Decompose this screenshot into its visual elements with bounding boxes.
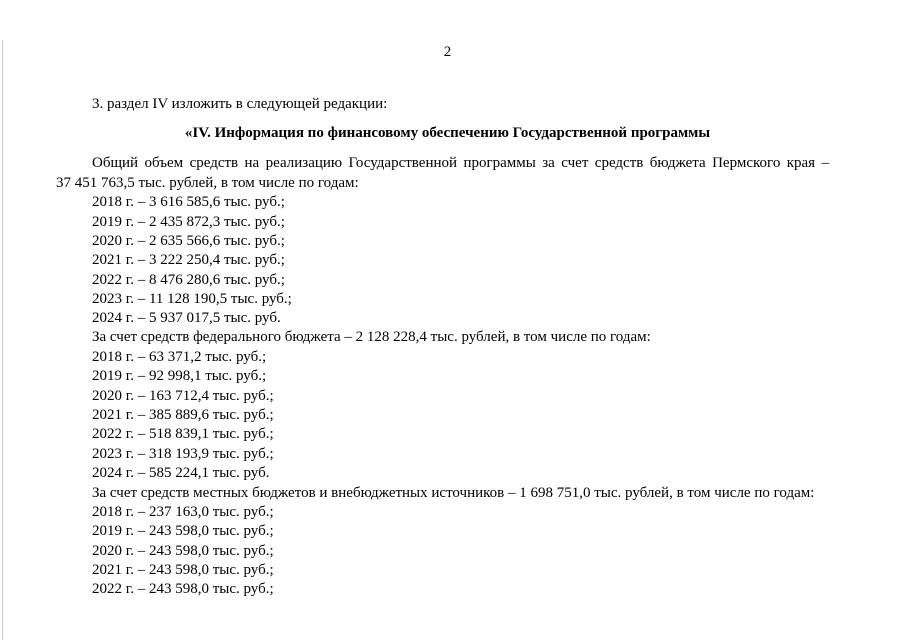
total-funding-line-1: Общий объем средств на реализацию Государственной программы за счет средств бюджета Пермского края – — [92, 155, 829, 171]
total-year-2023: 2023 г. – 11 128 190,5 тыс. руб.; — [92, 291, 292, 307]
local-funding-line: За счет средств местных бюджетов и внебюджетных источников – 1 698 751,0 тыс. рублей, в том числе по годам: — [92, 485, 815, 501]
federal-year-2023: 2023 г. – 318 193,9 тыс. руб.; — [92, 446, 274, 462]
local-year-2019: 2019 г. – 243 598,0 тыс. руб.; — [92, 523, 274, 539]
federal-year-2021: 2021 г. – 385 889,6 тыс. руб.; — [92, 407, 274, 423]
total-year-2022: 2022 г. – 8 476 280,6 тыс. руб.; — [92, 272, 285, 288]
local-year-2020: 2020 г. – 243 598,0 тыс. руб.; — [92, 543, 274, 559]
total-year-2021: 2021 г. – 3 222 250,4 тыс. руб.; — [92, 252, 285, 268]
page-number: 2 — [443, 44, 452, 60]
total-funding-line-2: 37 451 763,5 тыс. рублей, в том числе по годам: — [56, 175, 359, 191]
local-year-2022: 2022 г. – 243 598,0 тыс. руб.; — [92, 581, 274, 597]
federal-year-2024: 2024 г. – 585 224,1 тыс. руб. — [92, 465, 270, 481]
federal-funding-line: За счет средств федерального бюджета – 2 128 228,4 тыс. рублей, в том числе по годам: — [92, 329, 651, 345]
total-year-2024: 2024 г. – 5 937 017,5 тыс. руб. — [92, 310, 281, 326]
section-heading: «IV. Информация по финансовому обеспечению Государственной программы — [184, 125, 711, 141]
intro-line: 3. раздел IV изложить в следующей редакции: — [92, 96, 388, 112]
federal-year-2018: 2018 г. – 63 371,2 тыс. руб.; — [92, 349, 267, 365]
federal-year-2020: 2020 г. – 163 712,4 тыс. руб.; — [92, 388, 274, 404]
federal-year-2022: 2022 г. – 518 839,1 тыс. руб.; — [92, 426, 274, 442]
total-year-2020: 2020 г. – 2 635 566,6 тыс. руб.; — [92, 233, 285, 249]
local-year-2021: 2021 г. – 243 598,0 тыс. руб.; — [92, 562, 274, 578]
total-year-2018: 2018 г. – 3 616 585,6 тыс. руб.; — [92, 194, 285, 210]
total-year-2019: 2019 г. – 2 435 872,3 тыс. руб.; — [92, 214, 285, 230]
local-year-2018: 2018 г. – 237 163,0 тыс. руб.; — [92, 504, 274, 520]
federal-year-2019: 2019 г. – 92 998,1 тыс. руб.; — [92, 368, 267, 384]
